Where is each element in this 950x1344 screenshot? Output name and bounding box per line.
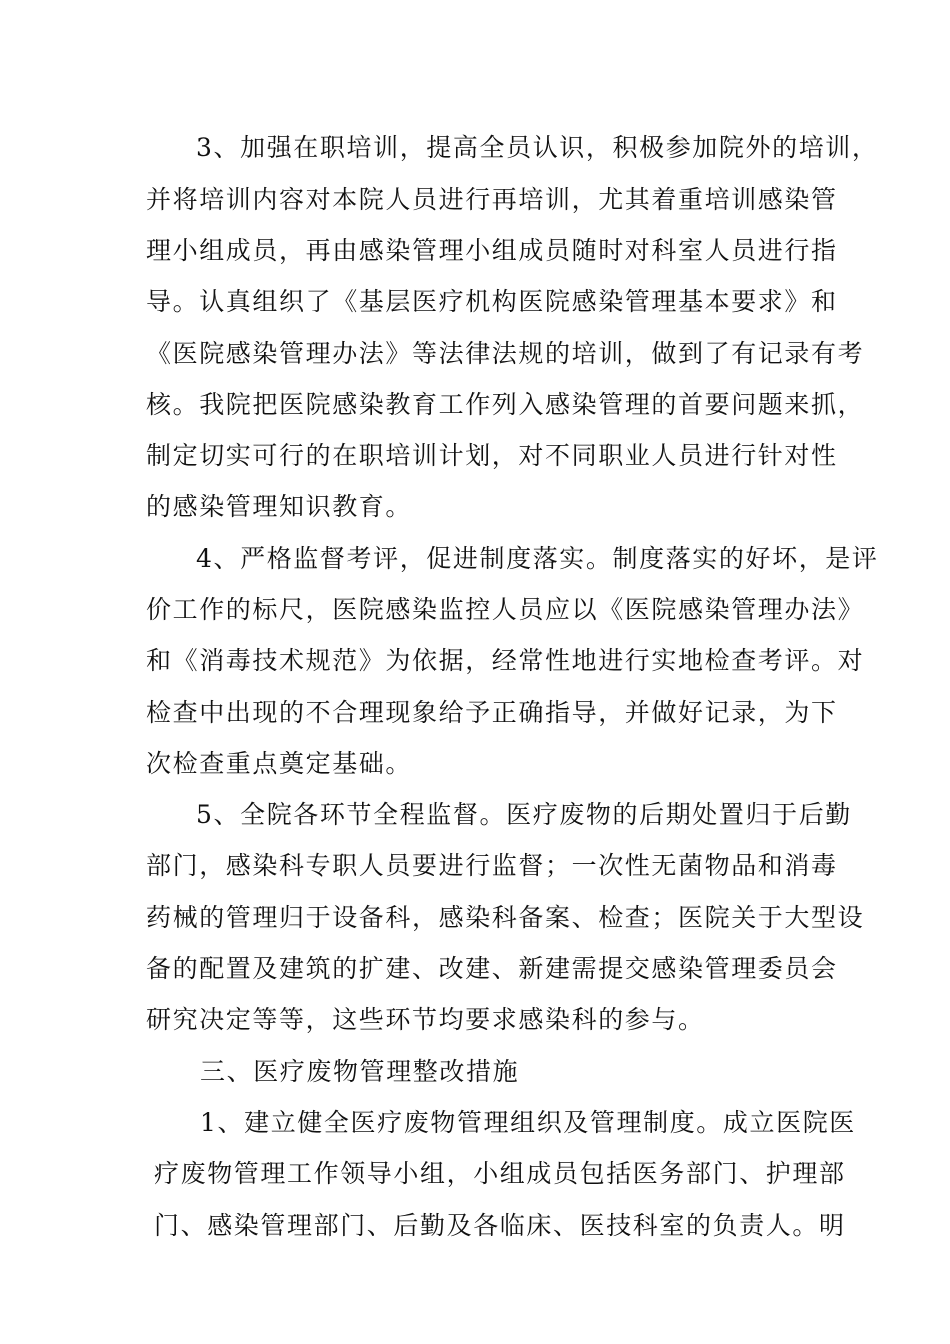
text-line: 检查中出现的不合理现象给予正确指导，并做好记录，为下: [146, 698, 838, 727]
text-line: 制定切实可行的在职培训计划，对不同职业人员进行针对性: [146, 441, 838, 470]
text-line: 研究决定等等，这些环节均要求感染科的参与。: [146, 1005, 705, 1034]
text-line: 部门，感染科专职人员要进行监督；一次性无菌物品和消毒: [146, 851, 838, 880]
text-line: 次检查重点奠定基础。: [146, 749, 413, 778]
text-line: 核。我院把医院感染教育工作列入感染管理的首要问题来抓，: [146, 390, 865, 419]
text-line: 备的配置及建筑的扩建、改建、新建需提交感染管理委员会: [146, 954, 838, 983]
text-line: 4、严格监督考评，促进制度落实。制度落实的好坏，是评: [196, 544, 879, 573]
text-line: 理小组成员，再由感染管理小组成员随时对科室人员进行指: [146, 236, 838, 265]
section-heading: 三、医疗废物管理整改措施: [200, 1057, 520, 1086]
text-line: 门、感染管理部门、后勤及各临床、医技科室的负责人。明: [154, 1211, 846, 1240]
text-line: 《医院感染管理办法》等法律法规的培训，做到了有记录有考: [146, 339, 865, 368]
text-line: 药械的管理归于设备科，感染科备案、检查；医院关于大型设: [146, 903, 865, 932]
text-line: 价工作的标尺，医院感染监控人员应以《医院感染管理办法》: [146, 595, 865, 624]
text-line: 导。认真组织了《基层医疗机构医院感染管理基本要求》和: [146, 287, 838, 316]
text-line: 1、建立健全医疗废物管理组织及管理制度。成立医院医: [200, 1108, 856, 1137]
text-line: 5、全院各环节全程监督。医疗废物的后期处置归于后勤: [196, 800, 852, 829]
text-line: 并将培训内容对本院人员进行再培训，尤其着重培训感染管: [146, 185, 838, 214]
text-line: 的感染管理知识教育。: [146, 492, 413, 521]
text-line: 3、加强在职培训，提高全员认识，积极参加院外的培训，: [196, 133, 879, 162]
text-line: 和《消毒技术规范》为依据，经常性地进行实地检查考评。对: [146, 646, 865, 675]
text-line: 疗废物管理工作领导小组，小组成员包括医务部门、护理部: [154, 1159, 846, 1188]
